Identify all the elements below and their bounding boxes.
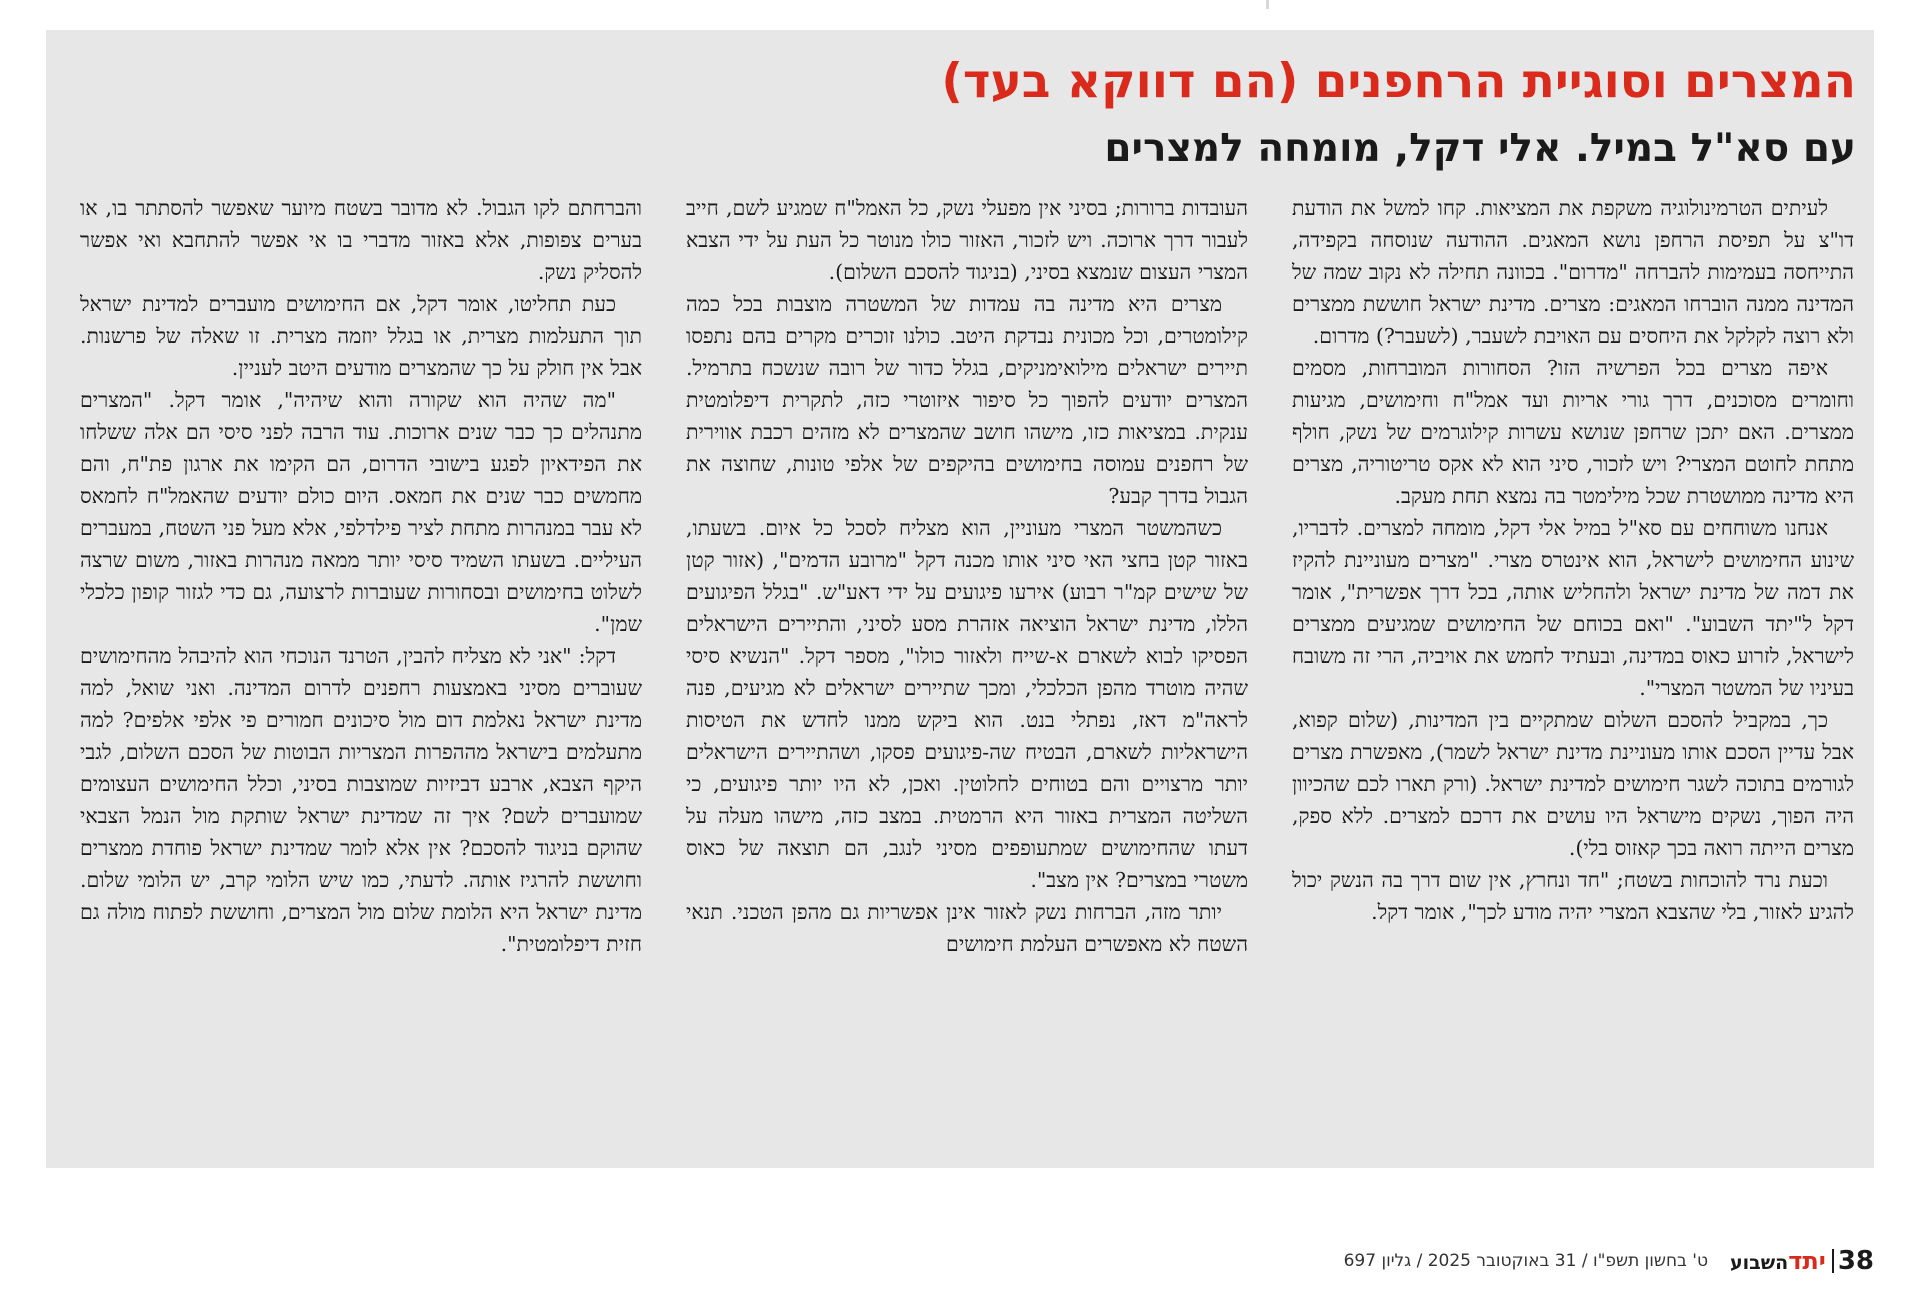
column-2 <box>686 192 1248 1152</box>
paragraph: כעת תחליטו, אומר דקל, אם החימושים מועברים למדינת ישראל תוך התעלמות מצרית, או בגלל יוזמה מצרית. זו שאלה של פרשנות. אבל אין חולק על כך שהמצרים מודעים היטב לעניין. <box>80 292 642 380</box>
column-3 <box>80 192 642 1152</box>
issue-info: ט' בחשון תשפ"ו / 31 באוקטובר 2025 / גליון 697 <box>1343 1251 1708 1271</box>
publication-logo <box>1730 1247 1826 1275</box>
logo-main-text: יתד <box>1788 1247 1826 1275</box>
paragraph: דקל: "אני לא מצליח להבין, הטרנד הנוכחי הוא להיבהל מהחימושים שעוברים מסיני באמצעות רחפנים לדרום המדינה. ואני שואל, למה מדינת ישראל נאלמת דום מול סיכונים חמורים פי אלפי אלפים? למה מתעלמים בישראל מההפרות המצריות הבוטות של הסכם השלום, לגבי היקף הצבא, ארבע דביזיות שמוצבות בסיני, וכלל החימושים העצומים שמועברים לשם? איך זה שמדינת ישראל שותקת מול הנמל הצבאי שהוקם בניגוד להסכם? אין אלא לומר שמדינת ישראל פוחדת ממצרים וחוששת להרגיז אותה. לדעתי, כמו שיש הלומי קרב, יש הלומי שלום. מדינת ישראל היא הלומת שלום מול המצרים, וחוששת לפתוח מולה גם חזית דיפלומטית". <box>80 644 642 956</box>
paragraph: "מה שהיה הוא שקורה והוא שיהיה", אומר דקל. "המצרים מתנהלים כך כבר שנים ארוכות. עוד הרבה לפני סיסי הם אלה ששלחו את הפידאיון לפגע בישובי הדרום, הם הקימו את ארגון פת"ח, והם מחמשים כבר שנים את חמאס. היום כולם יודעים שהאמל"ח לחמאס לא עבר במנהרות מתחת לציר פילדלפי, אלא מעל פני השטח, במעברים העיליים. בשעתו השמיד סיסי יותר ממאה מנהרות באזור, משום שרצה לשלוט בחימושים ובסחורות שעוברות לרצועה, גם כדי לגזור קופון כלכלי שמן". <box>80 388 642 636</box>
column-1 <box>1292 192 1854 1152</box>
page-footer <box>1344 1245 1874 1277</box>
paragraph: כך, במקביל להסכם השלום שמתקיים בין המדינות, (שלום קפוא, אבל עדיין הסכם אותו מעוניינת מדינת ישראל לשמר), מאפשרת מצרים לגורמים בתוכה לשגר חימושים למדינת ישראל. (ורק תארו לכם שהכיוון היה הפוך, נשקים מישראל היו עושים את דרכם למצרים. ללא ספק, מצרים הייתה רואה בכך קאזוס בלי). <box>1292 708 1854 860</box>
paragraph: אנחנו משוחחים עם סא"ל במיל אלי דקל, מומחה למצרים. לדבריו, שינוע החימושים לישראל, הוא אינטרס מצרי. "מצרים מעוניינת להקיז את דמה של מדינת ישראל ולהחליש אותה, בכל דרך אפשרית", אומר דקל ל"יתד השבוע". "ואם בכוחם של החימושים שמגיעים ממצרים לישראל, לזרוע כאוס במדינה, ובעתיד לחמש את אויביה, הרי זה משובח בעיניו של המשטר המצרי". <box>1292 516 1854 700</box>
article-headline: המצרים וסוגיית הרחפנים (הם דווקא בעד) <box>941 54 1856 109</box>
logo-sub-text: השבוע <box>1730 1252 1789 1274</box>
article-subhead: עם סא"ל במיל. אלי דקל, מומחה למצרים <box>1104 126 1856 171</box>
article-columns <box>78 192 1854 1152</box>
paragraph: כשהמשטר המצרי מעוניין, הוא מצליח לסכל כל איום. בשעתו, באזור קטן בחצי האי סיני אותו מכנה דקל "מרובע הדמים", (אזור קטן של שישים קמ"ר רבוע) אירעו פיגועים על ידי דאע"ש. "בגלל הפיגועים הללו, מדינת ישראל הוציאה אזהרת מסע לסיני, והתיירים הישראלים הפסיקו לבוא לשארם א-שייח ולאזור כולו", מספר דקל. "הנשיא סיסי שהיה מוטרד מהפן הכלכלי, ומכך שתיירים ישראלים לא מגיעים, פנה לראה"מ דאז, נפתלי בנט. הוא ביקש ממנו לחדש את הטיסות הישראליות לשארם, הבטיח שה-פיגועים פסקו, ושהתיירים הישראלים יותר מרצויים והם בטוחים לחלוטין. ואכן, לא היו יותר פיגועים, כי השליטה המצרית באזור היא הרמטית. במצב כזה, מישהו מעלה על דעתו שהחימושים שמתעופפים מסיני לנגב, הם תוצאה של כאוס משטרי במצרים? אין מצב". <box>686 516 1248 892</box>
paragraph: מצרים היא מדינה בה עמדות של המשטרה מוצבות בכל כמה קילומטרים, וכל מכונית נבדקת היטב. כולנו זוכרים מקרים בהם נתפסו תיירים ישראלים מילואימניקים, בגלל כדור של רובה שנשכח בתרמיל. המצרים יודעים להפוך כל סיפור איזוטרי כזה, לתקרית דיפלומטית ענקית. במציאות כזו, מישהו חושב שהמצרים לא מזהים רכבת אווירית של רחפנים עמוסה בחימושים בהיקפים של אלפי טונות, שחוצה את הגבול בדרך קבע? <box>686 292 1248 508</box>
page-number: 38 <box>1837 1246 1874 1276</box>
top-margin-mark <box>1266 0 1269 9</box>
paragraph: לעיתים הטרמינולוגיה משקפת את המציאות. קחו למשל את הודעת דו"צ על תפיסת הרחפן נושא המאגים. ההודעה שנוסחה בקפידה, התייחסה בעמימות להברחה "מדרום". בכוונה תחילה לא נקוב שמה של המדינה ממנה הוברחו המאגים: מצרים. מדינת ישראל חוששת ממצרים ולא רוצה לקלקל את היחסים עם האויבת לשעבר, (לשעבר?) מדרום. <box>1292 196 1854 348</box>
paragraph: העובדות ברורות; בסיני אין מפעלי נשק, כל האמל"ח שמגיע לשם, חייב לעבור דרך ארוכה. ויש לזכור, האזור כולו מנוטר כל העת על ידי הצבא המצרי העצום שנמצא בסיני, (בניגוד להסכם השלום). <box>686 196 1248 284</box>
footer-divider <box>1832 1249 1834 1273</box>
paragraph: וכעת נרד להוכחות בשטח; "חד ונחרץ, אין שום דרך בה הנשק יכול להגיע לאזור, בלי שהצבא המצרי יהיה מודע לכך", אומר דקל. <box>1292 868 1854 924</box>
paragraph: והברחתם לקו הגבול. לא מדובר בשטח מיוער שאפשר להסתתר בו, או בערים צפופות, אלא באזור מדברי בו אי אפשר להתחבא ואי אפשר להסליק נשק. <box>80 196 642 284</box>
paragraph: איפה מצרים בכל הפרשיה הזו? הסחורות המוברחות, מסמים וחומרים מסוכנים, דרך גורי אריות ועד אמל"ח וחימושים, מגיעות ממצרים. האם יתכן שרחפן שנושא עשרות קילוגרמים של נשק, חולף מתחת לחוטם המצרי? ויש לזכור, סיני הוא לא אקס טריטוריה, מצרים היא מדינה ממושטרת שכל מילימטר בה נמצא תחת מעקב. <box>1292 356 1854 508</box>
article-box <box>46 30 1874 1168</box>
paragraph: יותר מזה, הברחות נשק לאזור אינן אפשריות גם מהפן הטכני. תנאי השטח לא מאפשרים העלמת חימושים <box>686 900 1248 956</box>
